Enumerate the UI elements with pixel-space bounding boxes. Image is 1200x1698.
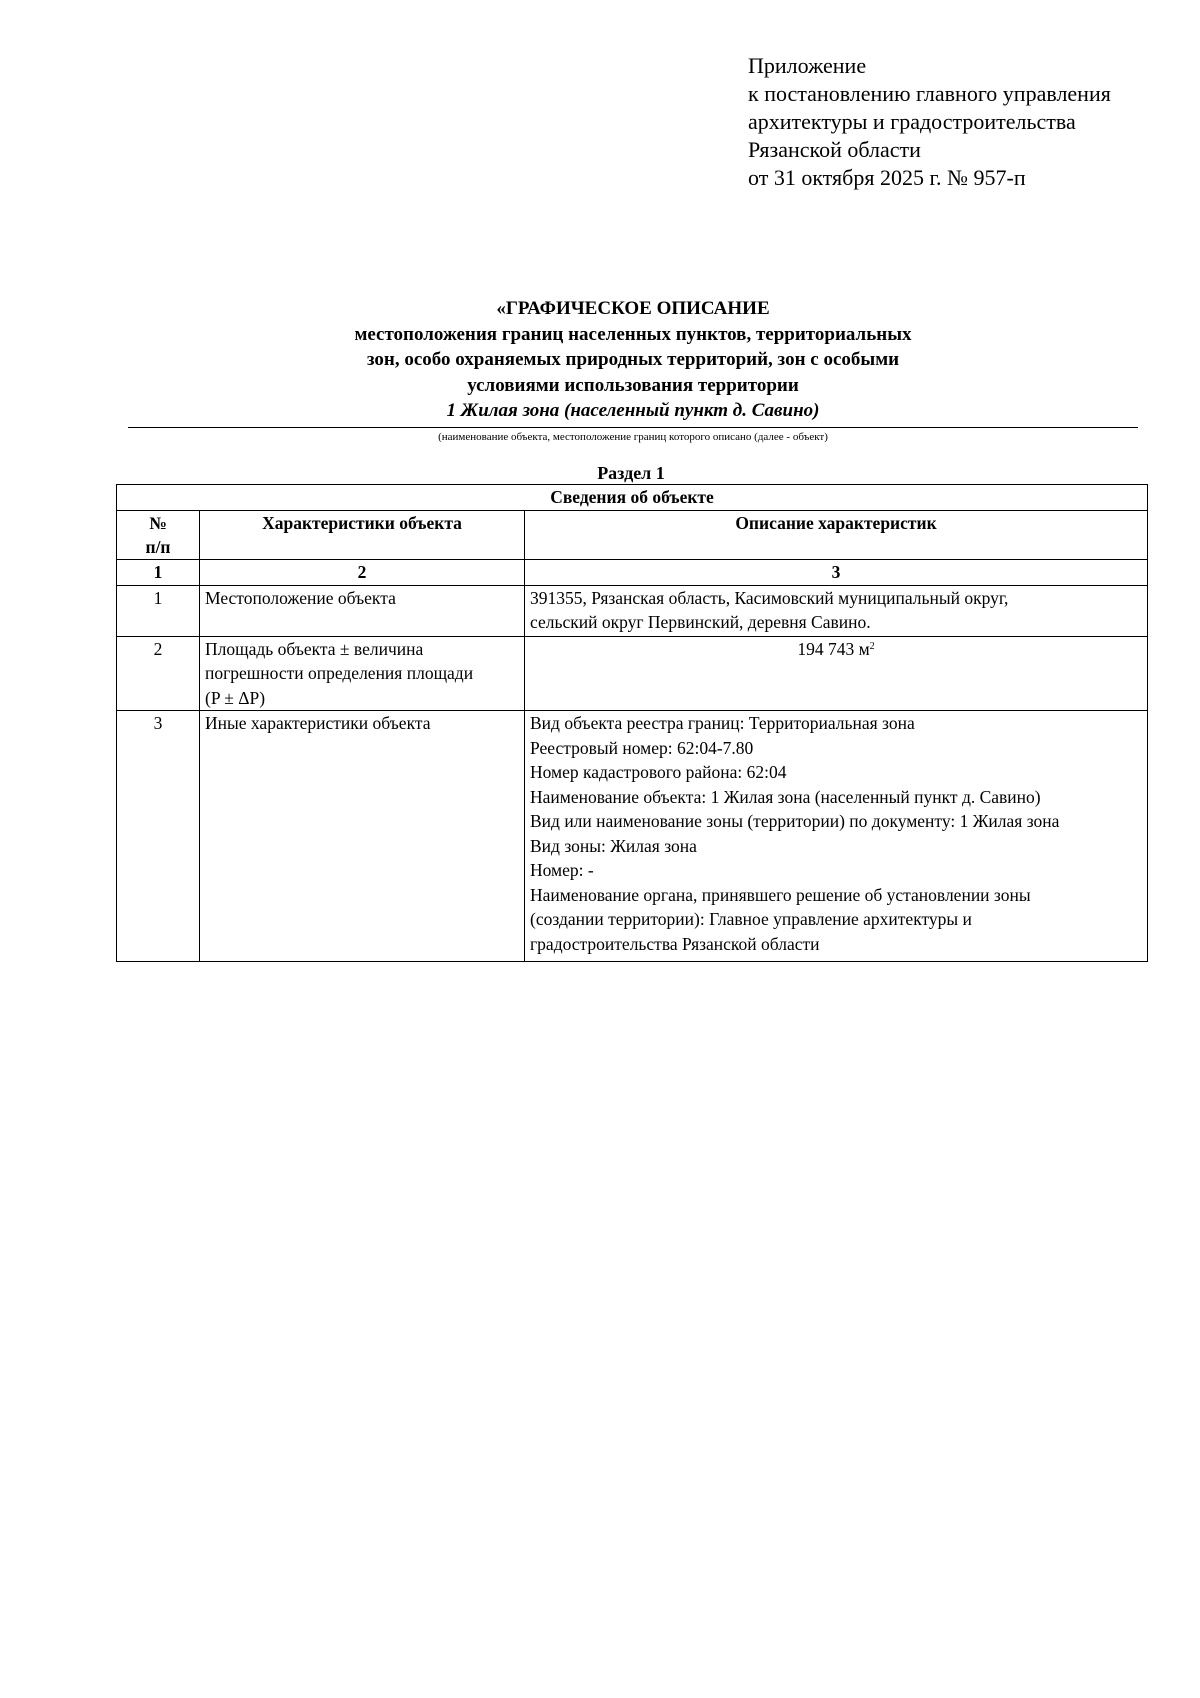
- description-line: градостроительства Рязанской области: [530, 933, 820, 954]
- appendix-line: Рязанской области: [748, 137, 921, 162]
- description-line: (создании территории): Главное управление архитектуры и: [530, 909, 972, 929]
- title-line: местоположения границ населенных пунктов, территориальных: [354, 323, 912, 345]
- column-header-num-line1: №: [149, 513, 167, 533]
- description-line: Номер: -: [530, 860, 594, 880]
- column-number: 3: [525, 560, 1148, 586]
- title-line: условиями использования территории: [467, 374, 799, 396]
- description-line: Реестровый номер: 62:04-7.80: [530, 737, 754, 758]
- object-info-table: [116, 484, 1148, 962]
- description-line: 391355, Рязанская область, Касимовский муниципальный округ,: [530, 587, 1009, 608]
- row-characteristic: Иные характеристики объекта: [200, 711, 525, 962]
- area-value: 194 743 м: [797, 638, 870, 659]
- column-number-row: [117, 560, 1148, 586]
- description-line: Вид объекта реестра границ: Территориальная зона: [530, 713, 915, 733]
- table-row: [117, 636, 1148, 711]
- description-line: Вид зоны: Жилая зона: [530, 835, 697, 856]
- object-name-caption: (наименование объекта, местоположение границ которого описано (далее - объект): [438, 431, 828, 443]
- column-header-num: [117, 511, 200, 560]
- table-row: [117, 711, 1148, 962]
- row-number: 3: [117, 711, 200, 962]
- column-header-num-line2: п/п: [145, 537, 171, 557]
- description-line: Наименование органа, принявшего решение об установлении зоны: [530, 884, 1031, 905]
- column-header-row: [117, 511, 1148, 560]
- column-header-description: Описание характеристик: [525, 511, 1148, 560]
- description-line: Номер кадастрового района: 62:04: [530, 762, 787, 782]
- row-number: 1: [117, 585, 200, 636]
- title-line: «ГРАФИЧЕСКОЕ ОПИСАНИЕ: [496, 298, 770, 319]
- appendix-line: архитектуры и градостроительства: [748, 109, 1076, 134]
- description-line: Наименование объекта: 1 Жилая зона (населенный пункт д. Савино): [530, 786, 1041, 807]
- row-characteristic: [200, 636, 525, 711]
- table-title: Сведения об объекте: [117, 485, 1148, 511]
- column-header-characteristics: Характеристики объекта: [200, 511, 525, 560]
- table-row: [117, 585, 1148, 636]
- table-title-row: [117, 485, 1148, 511]
- appendix-line: к постановлению главного управления: [748, 81, 1111, 106]
- characteristic-line: Площадь объекта ± величина: [205, 638, 424, 659]
- section-title: Раздел 1: [597, 463, 665, 483]
- appendix-line: Приложение: [748, 53, 867, 78]
- description-line: Вид или наименование зоны (территории) по документу: 1 Жилая зона: [530, 811, 1060, 831]
- description-line: сельский округ Первинский, деревня Савино.: [530, 612, 871, 632]
- row-description: [525, 711, 1148, 962]
- column-number: 2: [200, 560, 525, 586]
- title-underline: [128, 427, 1138, 428]
- row-number: 2: [117, 636, 200, 711]
- characteristic-line: погрешности определения площади: [205, 663, 474, 683]
- object-name: 1 Жилая зона (населенный пункт д. Савино): [446, 400, 820, 421]
- area-unit-exponent: 2: [869, 640, 875, 652]
- row-characteristic: Местоположение объекта: [200, 585, 525, 636]
- title-line: зон, особо охраняемых природных территорий, зон с особыми: [366, 349, 900, 370]
- appendix-line: от 31 октября 2025 г. № 957-п: [748, 165, 1026, 190]
- document-title: [128, 296, 1138, 424]
- characteristic-line: (P ± ΔP): [205, 687, 266, 708]
- column-number: 1: [117, 560, 200, 586]
- row-description: [525, 585, 1148, 636]
- area-value-cell: [525, 636, 1148, 711]
- appendix-header: [748, 52, 1111, 192]
